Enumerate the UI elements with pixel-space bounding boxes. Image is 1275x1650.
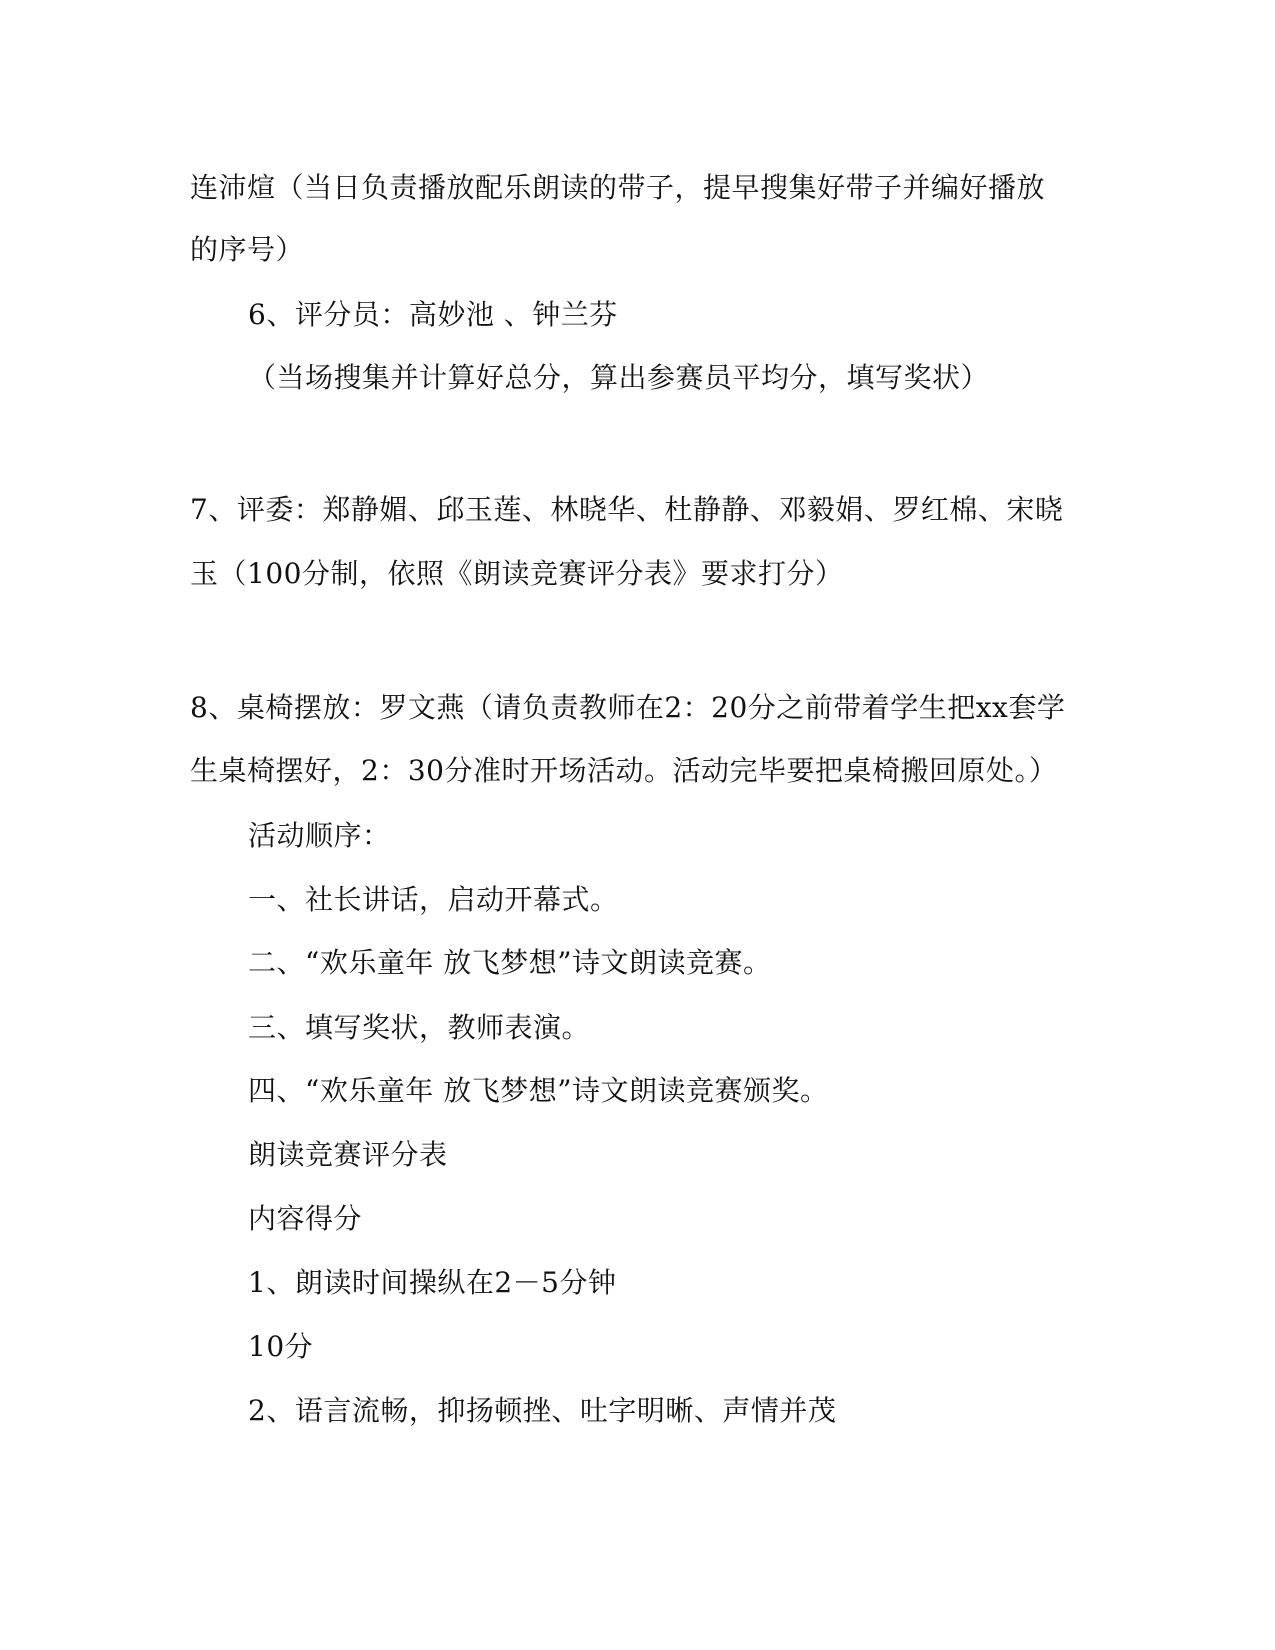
- score-table-header: 内容得分: [248, 1202, 363, 1235]
- section-heading-activity-order: 活动顺序：: [248, 819, 391, 852]
- text-line-scorers: 6、评分员：高妙池 、钟兰芬: [248, 298, 618, 331]
- text-line-judges: 7、评委：郑静媚、邱玉莲、林晓华、杜静静、邓毅娟、罗红棉、宋晓: [190, 493, 1064, 526]
- score-criterion-1: 1、朗读时间操纵在2－5分钟: [248, 1266, 617, 1299]
- text-line-broadcast-staff-cont: 的序号）: [190, 233, 305, 266]
- text-line-furniture-cont: 生桌椅摆好，2：30分准时开场活动。活动完毕要把桌椅搬回原处。）: [190, 754, 1058, 787]
- text-line-scorers-duty: （当场搜集并计算好总分，算出参赛员平均分，填写奖状）: [248, 361, 990, 394]
- list-item-step-3: 三、填写奖状，教师表演。: [248, 1011, 591, 1044]
- section-heading-score-table: 朗读竞赛评分表: [248, 1138, 448, 1171]
- score-criterion-1-points: 10分: [248, 1330, 314, 1363]
- list-item-step-2: 二、“欢乐童年 放飞梦想”诗文朗读竞赛。: [248, 946, 772, 979]
- text-line-judges-cont: 玉（100分制，依照《朗读竞赛评分表》要求打分）: [190, 557, 844, 590]
- text-line-broadcast-staff: 连沛煊（当日负责播放配乐朗读的带子，提早搜集好带子并编好播放: [190, 171, 1046, 204]
- list-item-step-4: 四、“欢乐童年 放飞梦想”诗文朗读竞赛颁奖。: [248, 1074, 829, 1107]
- text-line-furniture: 8、桌椅摆放：罗文燕（请负责教师在2：20分之前带着学生把xx套学: [190, 691, 1066, 724]
- list-item-step-1: 一、社长讲话，启动开幕式。: [248, 883, 619, 916]
- score-criterion-2: 2、语言流畅，抑扬顿挫、吐字明晰、声情并茂: [248, 1394, 837, 1427]
